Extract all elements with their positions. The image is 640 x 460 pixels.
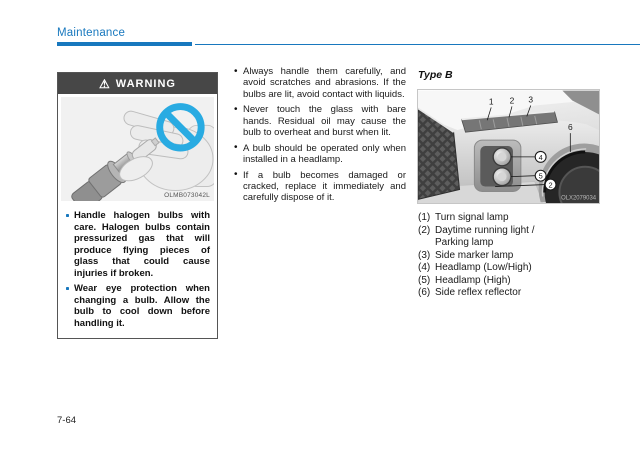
legend-label: Headlamp (High) bbox=[435, 274, 511, 286]
legend-number: (6) bbox=[418, 287, 431, 298]
legend-item bbox=[418, 225, 598, 250]
legend-label: Turn signal lamp bbox=[435, 212, 509, 223]
lamp-legend-list bbox=[418, 212, 598, 300]
bulb-illustration-svg bbox=[61, 97, 214, 201]
legend-label: Side marker lamp bbox=[435, 249, 514, 261]
figure-code: OLX2079034 bbox=[561, 195, 597, 202]
warning-bullet: Handle halogen bulbs with care. Halogen bulbs contain pressurized gas that will produce flying pieces of glass that could cause injuries if broken. bbox=[65, 210, 210, 279]
car-front-svg bbox=[418, 90, 599, 203]
legend-item bbox=[418, 275, 598, 288]
legend-label: Daytime running light / Parking lamp bbox=[435, 224, 535, 248]
warning-bullet: Wear eye protection when changing a bulb. Allow the bulb to cool down before handling it. bbox=[65, 283, 210, 329]
legend-item bbox=[418, 262, 598, 275]
warning-box-header bbox=[58, 73, 217, 94]
warning-bullet-list bbox=[58, 204, 217, 338]
legend-item bbox=[418, 250, 598, 263]
legend-number: (1) bbox=[418, 212, 431, 223]
header-accent-bar bbox=[57, 42, 192, 46]
callout-2: 2 bbox=[509, 95, 515, 106]
legend-number: (5) bbox=[418, 274, 431, 286]
legend-label: Headlamp (Low/High) bbox=[435, 262, 532, 273]
callout-3: 3 bbox=[528, 94, 534, 105]
legend-label: Side reflex reflector bbox=[435, 287, 522, 298]
callout-5-circled: 5 bbox=[538, 171, 543, 181]
callout-6: 6 bbox=[567, 122, 573, 133]
warning-box bbox=[57, 72, 218, 339]
bulb-handling-illustration bbox=[61, 97, 214, 201]
page-number: 7-64 bbox=[57, 415, 77, 426]
front-lamps-figure bbox=[417, 89, 600, 204]
legend-number: (3) bbox=[418, 249, 431, 261]
legend-item bbox=[418, 212, 598, 225]
legend-number: (2) bbox=[418, 224, 431, 236]
header-rule bbox=[195, 44, 640, 46]
legend-number: (4) bbox=[418, 262, 431, 273]
callout-1: 1 bbox=[488, 96, 494, 107]
warning-box-title: WARNING bbox=[115, 77, 176, 90]
tip-item: • Never touch the glass with bare hands. Residual oil may cause the bulb to overheat and burst when lit. bbox=[233, 104, 406, 138]
chapter-title: Maintenance bbox=[57, 27, 126, 39]
tip-item: • Always handle them carefully, and avoid scratches and abrasions. If the bulbs are lit, avoid contact with liquids. bbox=[233, 66, 406, 100]
fog-lamp-cluster bbox=[474, 140, 520, 191]
callout-2-circled: 2 bbox=[548, 180, 553, 190]
tip-item: • A bulb should be operated only when installed in a headlamp. bbox=[233, 143, 406, 166]
warning-triangle-icon: ⚠ bbox=[99, 76, 111, 91]
bulb-handling-tips-list bbox=[233, 66, 406, 208]
type-b-heading: Type B bbox=[418, 69, 453, 81]
tip-item: • If a bulb becomes damaged or cracked, replace it immediately and carefully dispose of it. bbox=[233, 170, 406, 204]
callout-4-circled: 4 bbox=[538, 152, 543, 162]
legend-item bbox=[418, 287, 598, 300]
illustration-code: OLMB073042L bbox=[164, 192, 210, 199]
